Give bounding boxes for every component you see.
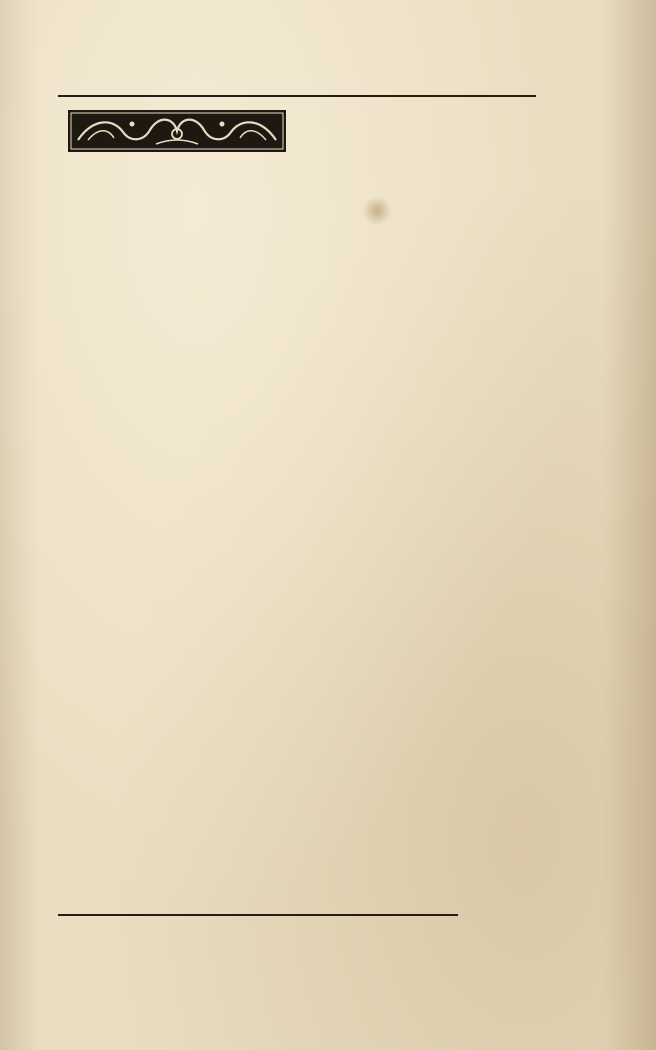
top-ornament-border (58, 80, 536, 100)
bottom-ornament-border (58, 912, 458, 932)
headpiece-ornament (68, 110, 286, 152)
right-ornament-border (526, 96, 538, 906)
paper-stain (362, 196, 392, 226)
column-divider (300, 100, 310, 912)
left-ornament-border (52, 95, 66, 915)
